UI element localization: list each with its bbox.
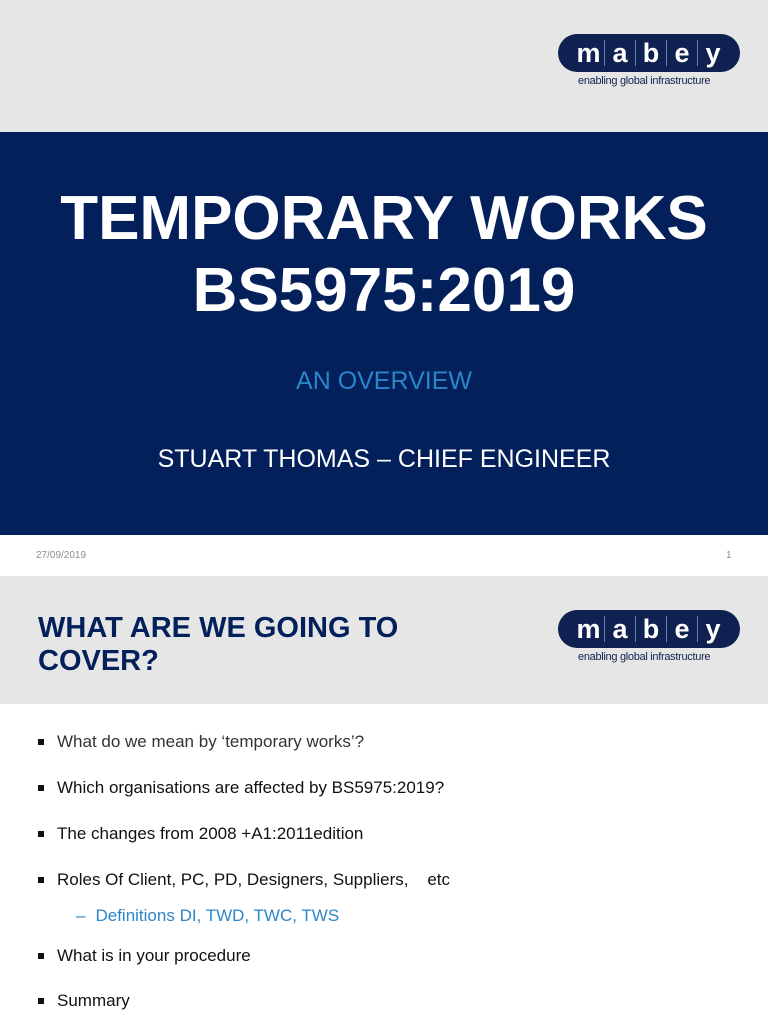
slide-title-line: TEMPORARY WORKS [60, 184, 708, 253]
list-item-text: What do we mean by ‘temporary works’? [57, 732, 365, 751]
logo-tagline: enabling global infrastructure [578, 651, 711, 663]
bullet-marker [38, 998, 44, 1004]
logo-letter: m [576, 38, 601, 68]
sub-list-item [76, 906, 339, 926]
list-item-text: Summary [57, 991, 130, 1010]
logo-letter: a [604, 616, 635, 642]
bullet-marker [38, 953, 44, 959]
logo-letter: y [697, 616, 728, 642]
slide-title [0, 183, 768, 327]
list-item [38, 824, 363, 844]
list-item [38, 778, 444, 798]
list-item-text: Which organisations are affected by BS5975:2019? [57, 778, 445, 797]
mabey-logo [558, 34, 744, 94]
logo-letter: y [697, 40, 728, 66]
list-item-text: The changes from 2008 +A1:2011edition [57, 824, 364, 843]
dash-marker: – [76, 906, 86, 925]
agenda-slide [0, 576, 768, 1024]
list-item [38, 870, 450, 890]
slide-title-line: COVER? [38, 645, 159, 677]
slide-title-line: BS5975:2019 [192, 256, 576, 325]
logo-letter: a [604, 40, 635, 66]
list-item-text: Roles Of Client, PC, PD, Designers, Suppliers, etc [57, 870, 451, 889]
bullet-marker [38, 831, 44, 837]
logo-letter: b [635, 40, 666, 66]
logo-letter: e [666, 40, 697, 66]
list-item [38, 946, 251, 966]
bullet-marker [38, 739, 44, 745]
logo-letter: b [635, 616, 666, 642]
slide-header [0, 0, 768, 132]
slide-title [38, 612, 518, 678]
presenter-name: STUART THOMAS – CHIEF ENGINEER [157, 445, 611, 473]
sub-list-item-text: Definitions DI, TWD, TWC, TWS [95, 906, 340, 925]
list-item [38, 732, 364, 752]
footer-page-number: 1 [726, 550, 732, 561]
footer-date: 27/09/2019 [36, 550, 87, 561]
list-item-text: What is in your procedure [57, 946, 251, 965]
logo-letter: m [576, 614, 601, 644]
mabey-logo [558, 610, 744, 670]
logo-wordmark [573, 40, 728, 66]
slide-title-line: WHAT ARE WE GOING TO [38, 612, 399, 644]
slide-header [0, 576, 768, 704]
logo-wordmark [573, 616, 728, 642]
logo-letter: e [666, 616, 697, 642]
slide-subtitle: AN OVERVIEW [296, 367, 472, 395]
list-item [38, 991, 130, 1011]
bullet-marker [38, 785, 44, 791]
bullet-marker [38, 877, 44, 883]
logo-tagline: enabling global infrastructure [578, 75, 711, 87]
